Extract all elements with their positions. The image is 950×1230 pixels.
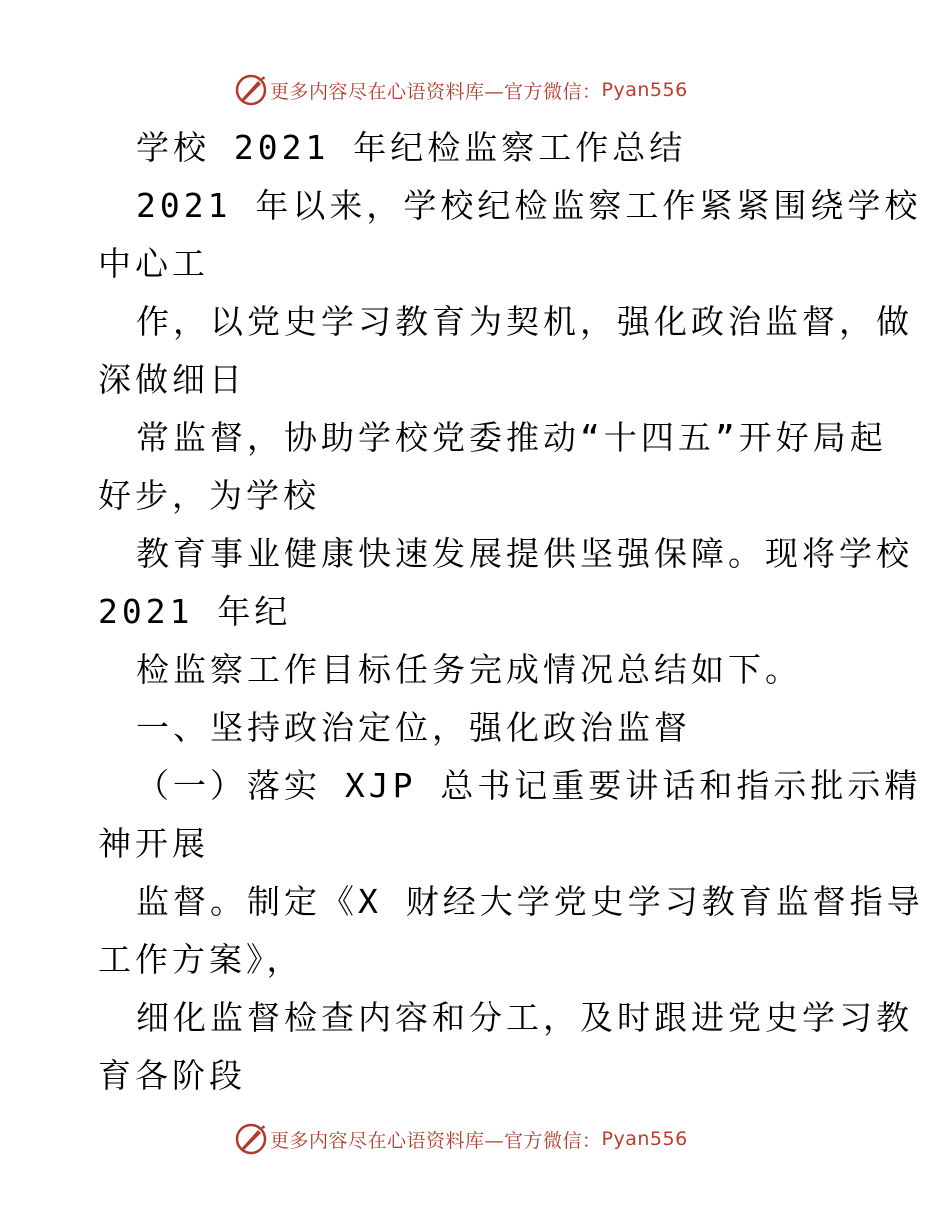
paragraph-line: 工作方案》， — [98, 940, 304, 979]
paragraph-line: 好步，为学校 — [98, 476, 320, 515]
quill-pen-icon — [234, 1122, 268, 1156]
watermark-text: 更多内容尽在心语资料库—官方微信： — [270, 1129, 602, 1152]
paragraph-line: 教育事业健康快速发展提供坚强保障。现将学校 — [136, 534, 913, 573]
paragraph-line: 2021 年纪 — [98, 592, 292, 631]
document-title: 学校 2021 年纪检监察工作总结 — [136, 128, 687, 167]
quill-pen-icon — [234, 73, 268, 107]
subsection-heading: （一）落实 XJP 总书记重要讲话和指示批示精 — [136, 766, 922, 805]
paragraph-line: 育各阶段 — [98, 1056, 246, 1095]
paragraph-line: 神开展 — [98, 824, 209, 863]
watermark-contact: Pyan556 — [601, 79, 688, 101]
paragraph-line: 监督。制定《X 财经大学党史学习教育监督指导 — [136, 882, 924, 921]
paragraph-line: 检监察工作目标任务完成情况总结如下。 — [136, 650, 802, 689]
paragraph-line: 中心工 — [98, 244, 209, 283]
paragraph-line: 细化监督检查内容和分工，及时跟进党史学习教 — [136, 998, 913, 1037]
paragraph-line: 作，以党史学习教育为契机，强化政治监督，做 — [136, 302, 913, 341]
watermark-text: 更多内容尽在心语资料库—官方微信： — [270, 80, 602, 103]
watermark-footer — [234, 1121, 688, 1157]
watermark-header — [234, 72, 688, 108]
paragraph-line: 2021 年以来，学校纪检监察工作紧紧围绕学校 — [136, 186, 922, 225]
watermark-contact: Pyan556 — [601, 1128, 688, 1150]
paragraph-line: 深做细日 — [98, 360, 246, 399]
section-heading: 一、坚持政治定位，强化政治监督 — [136, 708, 691, 747]
paragraph-line: 常监督，协助学校党委推动“十四五”开好局起 — [136, 418, 887, 457]
